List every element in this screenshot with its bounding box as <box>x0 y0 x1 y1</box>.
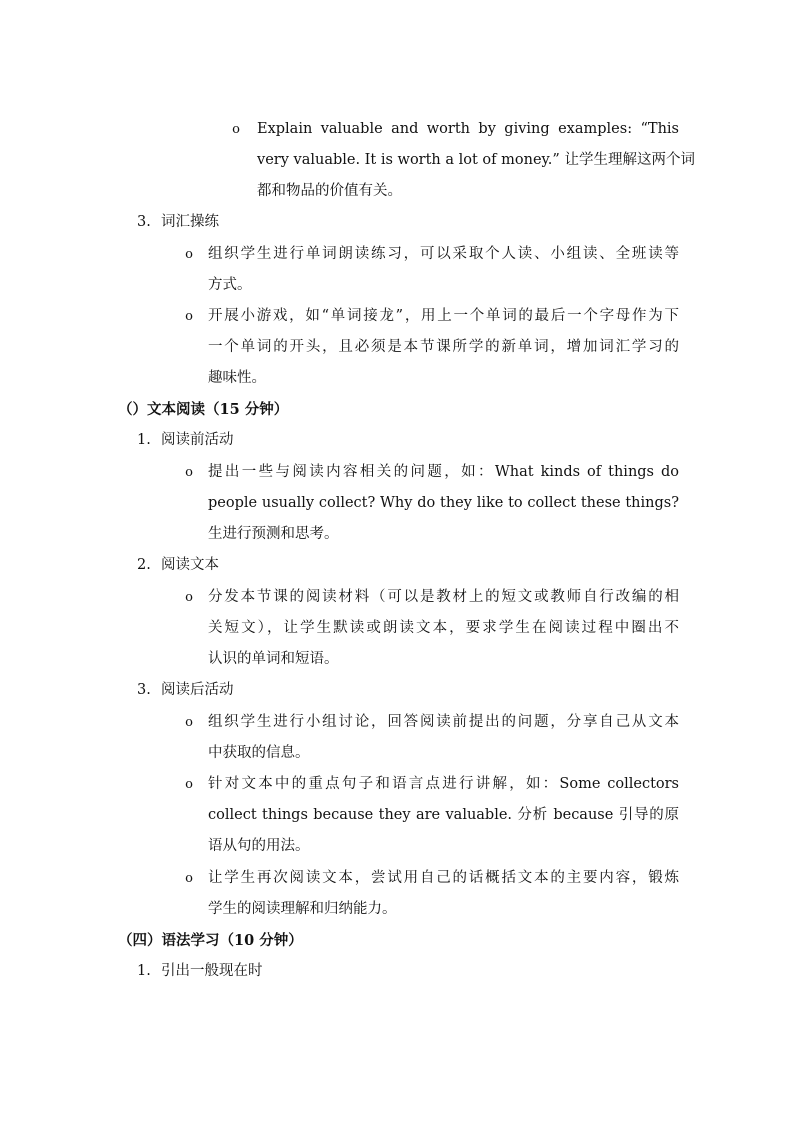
bullet-marker: o <box>185 465 193 480</box>
list-item-title: 阅读前活动 <box>161 432 234 448</box>
bullet-marker: o <box>185 715 193 730</box>
paragraph-line: people usually collect? Why do they like to collect these things? <box>208 495 679 511</box>
bullet-marker: o <box>185 247 193 262</box>
bullet-marker: o <box>185 777 193 792</box>
paragraph-line: 学生的阅读理解和归纳能力。 <box>208 901 397 917</box>
list-number: 3. <box>137 214 151 230</box>
paragraph-line: 一个单词的开头，且必须是本节课所学的新单词，增加词汇学习的 <box>208 339 679 355</box>
paragraph-line: very valuable. It is worth a lot of money.” 让学生理解这两个词 <box>257 152 695 168</box>
list-item-title: 词汇操练 <box>161 214 219 230</box>
paragraph-line: 开展小游戏，如“单词接龙”，用上一个单词的最后一个字母作为下 <box>208 308 679 324</box>
paragraph-line: 生进行预测和思考。 <box>208 526 339 542</box>
bullet-marker: o <box>185 871 193 886</box>
paragraph-line: 组织学生进行小组讨论，回答阅读前提出的问题，分享自己从文本 <box>208 714 679 730</box>
paragraph-line: 趣味性。 <box>208 370 266 386</box>
list-number: 2. <box>137 557 151 573</box>
list-number: 3. <box>137 682 151 698</box>
paragraph-line: 针对文本中的重点句子和语言点进行讲解，如：Some collectors <box>208 776 679 792</box>
paragraph-line: 中获取的信息。 <box>208 745 310 761</box>
paragraph-line: collect things because they are valuable. 分析 because 引导的原 <box>208 807 679 823</box>
paragraph-line: 提出一些与阅读内容相关的问题，如：What kinds of things do <box>208 464 679 480</box>
list-item-title: 阅读后活动 <box>161 682 234 698</box>
bullet-marker: o <box>185 309 193 324</box>
section-heading: （）文本阅读（15 分钟） <box>118 401 289 418</box>
paragraph-line: 方式。 <box>208 277 252 293</box>
bullet-marker: o <box>232 122 240 137</box>
list-item-title: 阅读文本 <box>161 557 219 573</box>
paragraph-line: Explain valuable and worth by giving examples: “This <box>257 121 679 137</box>
paragraph-line: 认识的单词和短语。 <box>208 651 339 667</box>
paragraph-line: 关短文），让学生默读或朗读文本，要求学生在阅读过程中圈出不 <box>208 620 679 636</box>
list-item-title: 引出一般现在时 <box>161 963 263 979</box>
paragraph-line: 分发本节课的阅读材料（可以是教材上的短文或教师自行改编的相 <box>208 589 679 605</box>
paragraph-line: 都和物品的价值有关。 <box>257 183 402 199</box>
list-number: 1. <box>137 432 151 448</box>
list-number: 1. <box>137 963 151 979</box>
paragraph-line: 组织学生进行单词朗读练习，可以采取个人读、小组读、全班读等 <box>208 246 679 262</box>
paragraph-line: 让学生再次阅读文本，尝试用自己的话概括文本的主要内容，锻炼 <box>208 870 679 886</box>
paragraph-line: 语从句的用法。 <box>208 838 310 854</box>
section-heading: （四）语法学习（10 分钟） <box>118 932 303 949</box>
bullet-marker: o <box>185 590 193 605</box>
